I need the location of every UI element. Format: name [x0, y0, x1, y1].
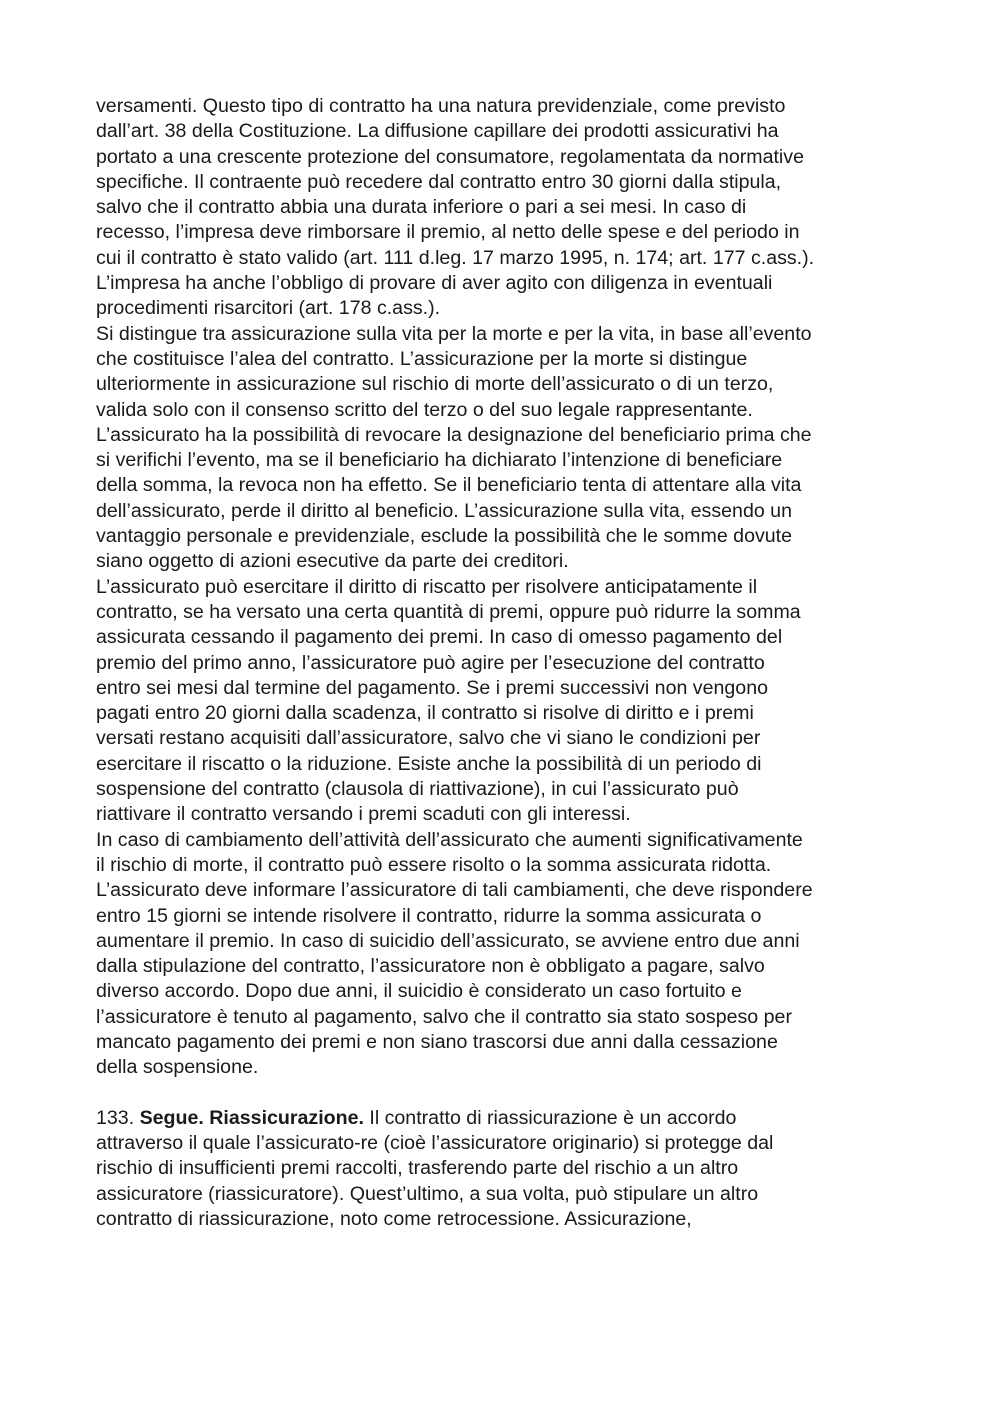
- text-line: esercitare il riscatto o la riduzione. Esiste anche la possibilità di un periodo di: [96, 752, 762, 775]
- text-line: il rischio di morte, il contratto può essere risolto o la somma assicurata ridotta.: [96, 853, 772, 876]
- text-line: assicurata cessando il pagamento dei premi. In caso di omesso pagamento del: [96, 626, 783, 649]
- document-page: [96, 94, 916, 1232]
- text-line: rischio di insufficienti premi raccolti, trasferendo parte del rischio a un altro: [96, 1157, 739, 1180]
- text-line: salvo che il contratto abbia una durata inferiore o pari a sei mesi. In caso di: [96, 196, 747, 219]
- text-line: versati restano acquisiti dall’assicuratore, salvo che vi siano le condizioni per: [96, 727, 761, 750]
- text-line: che costituisce l’alea del contratto. L’assicurazione per la morte si distingue: [96, 347, 748, 370]
- text-line: versamenti. Questo tipo di contratto ha una natura previdenziale, come previsto: [96, 95, 786, 117]
- text-line: premio del primo anno, l’assicuratore può agire per l’esecuzione del contratto: [96, 651, 765, 674]
- text-line: L’assicurato può esercitare il diritto di riscatto per risolvere anticipatamente il: [96, 575, 758, 598]
- section-number: 133.: [96, 1106, 135, 1129]
- section-first-line: [96, 1106, 916, 1131]
- text-line: dall’art. 38 della Costituzione. La diffusione capillare dei prodotti assicurativi ha: [96, 120, 779, 143]
- text-line: dalla stipulazione del contratto, l’assicuratore non è obbligato a pagare, salvo: [96, 955, 765, 978]
- text-line: aumentare il premio. In caso di suicidio dell’assicurato, se avviene entro due anni: [96, 929, 800, 952]
- text-line: entro 15 giorni se intende risolvere il contratto, ridurre la somma assicurata o: [96, 904, 762, 927]
- text-line: pagati entro 20 giorni dalla scadenza, il contratto si risolve di diritto e i premi: [96, 702, 754, 725]
- text-line: della sospensione.: [96, 1056, 259, 1079]
- paragraph-4: [96, 828, 916, 1081]
- text-line: valida solo con il consenso scritto del terzo o del suo legale rappresentante.: [96, 398, 753, 421]
- text-line: vantaggio personale e previdenziale, esclude la possibilità che le somme dovute: [96, 525, 792, 548]
- text-line: L’assicurato deve informare l’assicuratore di tali cambiamenti, che deve rispondere: [96, 879, 813, 902]
- text-line: L’impresa ha anche l’obbligo di provare di aver agito con diligenza in eventuali: [96, 272, 773, 295]
- section-first-line-text: Il contratto di riassicurazione è un accordo: [369, 1106, 737, 1129]
- text-line: Si distingue tra assicurazione sulla vita per la morte e per la vita, in base all’evento: [96, 322, 812, 345]
- text-line: dell’assicurato, perde il diritto al beneficio. L’assicurazione sulla vita, essendo un: [96, 499, 792, 522]
- paragraph-gap: [96, 1081, 916, 1106]
- text-line: l’assicuratore è tenuto al pagamento, salvo che il contratto sia stato sospeso per: [96, 1005, 792, 1028]
- text-line: sospensione del contratto (clausola di riattivazione), in cui l’assicurato può: [96, 778, 739, 801]
- section-133: [96, 1106, 916, 1232]
- text-line: siano oggetto di azioni esecutive da parte dei creditori.: [96, 550, 569, 573]
- paragraph-3: [96, 575, 916, 828]
- text-line: L’assicurato ha la possibilità di revocare la designazione del beneficiario prima che: [96, 423, 812, 446]
- section-heading: Segue. Riassicurazione.: [139, 1106, 364, 1129]
- text-line: In caso di cambiamento dell’attività dell’assicurato che aumenti significativamente: [96, 828, 803, 851]
- paragraph-2: [96, 322, 916, 575]
- text-line: riattivare il contratto versando i premi scaduti con gli interessi.: [96, 803, 631, 826]
- text-line: ulteriormente in assicurazione sul rischio di morte dell’assicurato o di un terzo,: [96, 373, 774, 396]
- text-line: contratto, se ha versato una certa quantità di premi, oppure può ridurre la somma: [96, 600, 801, 623]
- paragraph-1: [96, 94, 916, 322]
- text-line: entro sei mesi dal termine del pagamento. Se i premi successivi non vengono: [96, 676, 768, 699]
- text-line: portato a una crescente protezione del consumatore, regolamentata da normative: [96, 145, 804, 168]
- text-line: mancato pagamento dei premi e non siano trascorsi due anni dalla cessazione: [96, 1030, 778, 1053]
- text-line: diverso accordo. Dopo due anni, il suicidio è considerato un caso fortuito e: [96, 980, 742, 1003]
- text-line: assicuratore (riassicuratore). Quest’ultimo, a sua volta, può stipulare un altro: [96, 1182, 759, 1205]
- text-line: cui il contratto è stato valido (art. 111 d.leg. 17 marzo 1995, n. 174; art. 177 c.ass.).: [96, 246, 815, 269]
- text-line: specifiche. Il contraente può recedere dal contratto entro 30 giorni dalla stipula,: [96, 170, 782, 193]
- text-line: attraverso il quale l’assicurato-re (cioè l’assicuratore originario) si protegge dal: [96, 1132, 774, 1155]
- text-line: contratto di riassicurazione, noto come retrocessione. Assicurazione,: [96, 1208, 692, 1231]
- text-line: recesso, l’impresa deve rimborsare il premio, al netto delle spese e del periodo in: [96, 221, 800, 244]
- text-line: procedimenti risarcitori (art. 178 c.ass.).: [96, 297, 441, 320]
- text-line: della somma, la revoca non ha effetto. Se il beneficiario tenta di attentare alla vita: [96, 474, 802, 497]
- text-line: si verifichi l’evento, ma se il beneficiario ha dichiarato l’intenzione di beneficiare: [96, 449, 783, 472]
